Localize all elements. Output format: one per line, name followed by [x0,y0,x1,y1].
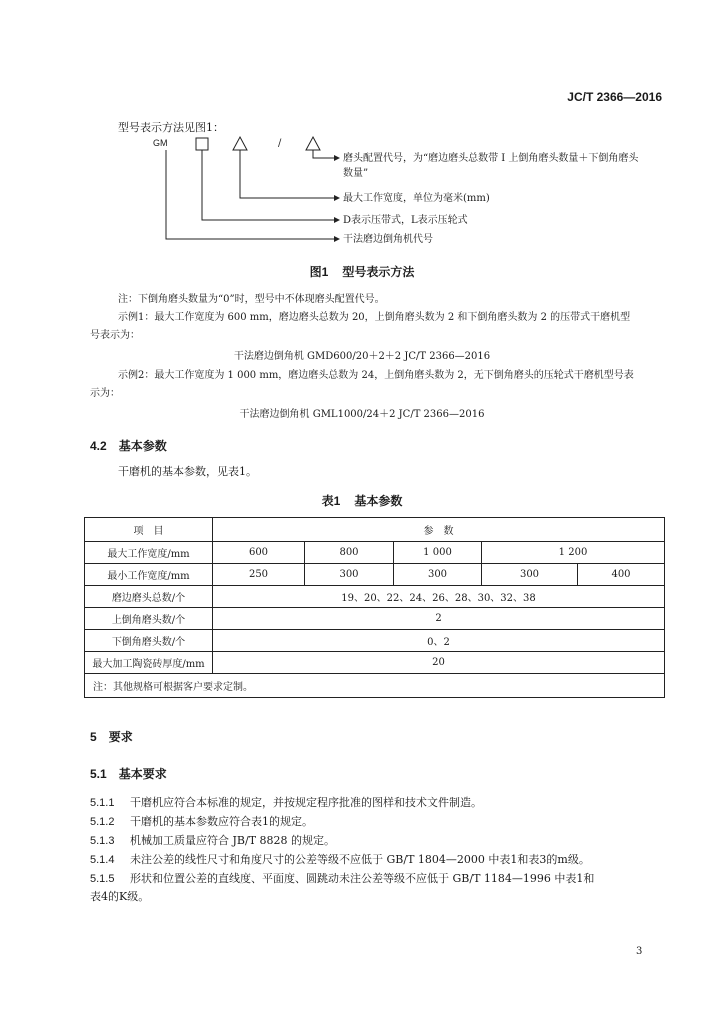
requirement-text: 未注公差的线性尺寸和角度尺寸的公差等级不应低于 GB/T 1804—2000 中表1和表3的m级。 [130,853,590,866]
section-4-2-heading [90,437,167,454]
table-caption [0,492,724,509]
table-row [85,608,665,630]
label-head-configuration: 磨头配置代号，为“磨边磨头总数带 I 上倒角磨头数量＋下倒角磨头 [343,153,639,164]
requirement-text: 机械加工质量应符合 JB/T 8828 的规定。 [130,834,336,847]
requirement-item [90,833,335,849]
requirement-number: 5.1.2 [90,816,115,828]
table-cell: 600 [213,542,305,564]
table-cell: 250 [213,564,305,586]
label-max-width: 最大工作宽度，单位为毫米(mm) [343,193,490,204]
table-row [85,586,665,608]
type-box-symbol [196,138,208,150]
table-cell: 300 [305,564,394,586]
header-params: 参 数 [213,518,665,542]
label-head-configuration-cont: 数量” [343,168,369,179]
table-header-row [85,518,665,542]
table-row [85,630,665,652]
label-press-type: D表示压带式，L表示压轮式 [343,215,468,226]
figure-caption-text: 型号表示方法 [342,265,415,279]
table-cell: 300 [394,564,482,586]
table-caption-text: 基本参数 [354,494,403,508]
requirement-item [90,814,313,830]
figure-caption-number: 图1 [309,265,329,279]
section-5-number: 5 [90,730,97,744]
note-text: 注：下倒角磨头数量为“0”时，型号中不体现磨头配置代号。 [118,294,385,305]
table-cell: 1 200 [482,542,665,564]
requirement-number: 5.1.4 [90,854,115,866]
row-label: 最小工作宽度/mm [85,564,213,586]
row-label: 下倒角磨头数/个 [85,630,213,652]
requirement-text: 干磨机的基本参数应符合表1的规定。 [130,815,313,828]
requirement-number: 5.1.5 [90,873,115,885]
example2-line1: 示例2：最大工作宽度为 1 000 mm，磨边磨头总数为 24，上倒角磨头数为 2，无下倒角磨头的压轮式干磨机型号表 [118,370,634,381]
table-row [85,542,665,564]
row-label: 磨边磨头总数/个 [85,586,213,608]
row-label: 最大工作宽度/mm [85,542,213,564]
page-number: 3 [636,946,643,957]
requirement-item [90,852,590,868]
figure-caption [0,263,724,280]
table-cell: 300 [482,564,578,586]
table-cell: 800 [305,542,394,564]
table-row [85,652,665,674]
section-5-title: 要求 [108,730,133,744]
requirement-item [90,871,594,887]
requirement-number: 5.1.3 [90,835,115,847]
example2-line2: 示为： [90,388,120,399]
table-caption-number: 表1 [321,494,341,508]
model-prefix: GM [153,138,168,148]
row-label: 最大加工陶瓷砖厚度/mm [85,652,213,674]
section-5-heading [90,728,133,745]
requirement-continuation: 表4的K级。 [90,890,150,903]
header-item: 项 目 [85,518,213,542]
section-4-2-title: 基本参数 [118,439,167,453]
width-triangle-symbol [233,137,247,150]
table-row [85,564,665,586]
example1-model: 干法磨边倒角机 GMD600/20＋2＋2 JC/T 2366—2016 [233,351,491,362]
model-separator: / [278,138,282,149]
basic-parameters-table [84,517,665,698]
config-triangle-symbol [306,137,320,150]
example1-line1: 示例1：最大工作宽度为 600 mm，磨边磨头总数为 20，上倒角磨头数为 2 和下倒角磨头数为 2 的压带式干磨机型 [118,312,631,323]
requirement-number: 5.1.1 [90,797,115,809]
table-cell: 2 [213,608,665,630]
table-cell: 400 [578,564,665,586]
requirement-text: 干磨机应符合本标准的规定，并按规定程序批准的图样和技术文件制造。 [130,796,482,809]
example2-model: 干法磨边倒角机 GML1000/24＋2 JC/T 2366—2016 [239,409,485,420]
requirement-item [90,795,482,811]
label-machine-code: 干法磨边倒角机代号 [343,234,433,245]
table-cell: 20 [213,652,665,674]
example1-line2: 号表示为： [90,330,140,341]
table-cell: 19、20、22、24、26、28、30、32、38 [213,586,665,608]
requirement-text: 形状和位置公差的直线度、平面度、圆跳动未注公差等级不应低于 GB/T 1184—1996 中表1和 [130,872,595,885]
model-designation-diagram [140,134,700,252]
table-note-row [85,674,665,698]
section-5-1-title: 基本要求 [118,767,167,781]
table-note: 注：其他规格可根据客户要求定制。 [85,674,665,698]
section-4-2-number: 4.2 [90,439,107,453]
row-label: 上倒角磨头数/个 [85,608,213,630]
section-5-1-heading [90,765,167,782]
table-cell: 1 000 [394,542,482,564]
document-number: JC/T 2366—2016 [567,90,662,104]
intro-text: 型号表示方法见图1： [118,121,224,134]
section-4-2-text: 干磨机的基本参数，见表1。 [118,465,257,478]
table-cell: 0、2 [213,630,665,652]
section-5-1-number: 5.1 [90,767,107,781]
